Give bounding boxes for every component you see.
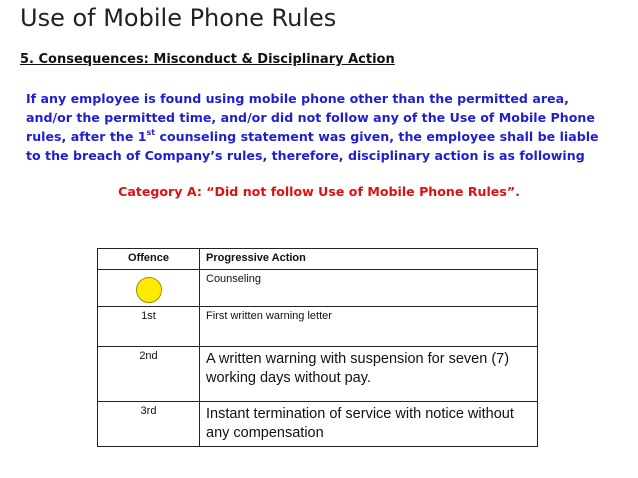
offence-cell: 2nd <box>98 347 200 402</box>
section-heading: 5. Consequences: Misconduct & Disciplinary Action <box>20 52 395 67</box>
paragraph-part-2: counseling statement was given, the employee shall be liable to the breach of Company’s rules, therefore, disciplinary action is as following <box>26 129 599 163</box>
policy-paragraph <box>26 89 616 165</box>
yellow-circle-marker <box>136 277 162 303</box>
action-cell: First written warning letter <box>200 307 538 347</box>
action-cell: A written warning with suspension for seven (7) working days without pay. <box>200 347 538 402</box>
paragraph-part-1: If any employee is found using mobile phone other than the permitted area, and/or the permitted time, and/or did not follow any of the Use of Mobile Phone rules, after the 1 <box>26 91 595 144</box>
disciplinary-table <box>97 248 538 447</box>
table-row <box>98 347 538 402</box>
table-header-row <box>98 249 538 270</box>
offence-cell <box>98 270 200 307</box>
table-row <box>98 402 538 447</box>
action-cell: Instant termination of service with notice without any compensation <box>200 402 538 447</box>
category-heading: Category A: “Did not follow Use of Mobile Phone Rules”. <box>118 184 520 199</box>
slide-title: Use of Mobile Phone Rules <box>20 4 337 32</box>
paragraph-superscript: st <box>146 128 156 137</box>
table-row <box>98 307 538 347</box>
header-offence: Offence <box>98 249 200 270</box>
offence-cell: 3rd <box>98 402 200 447</box>
header-progressive-action: Progressive Action <box>200 249 538 270</box>
table-row <box>98 270 538 307</box>
action-cell: Counseling <box>200 270 538 307</box>
offence-cell: 1st <box>98 307 200 347</box>
